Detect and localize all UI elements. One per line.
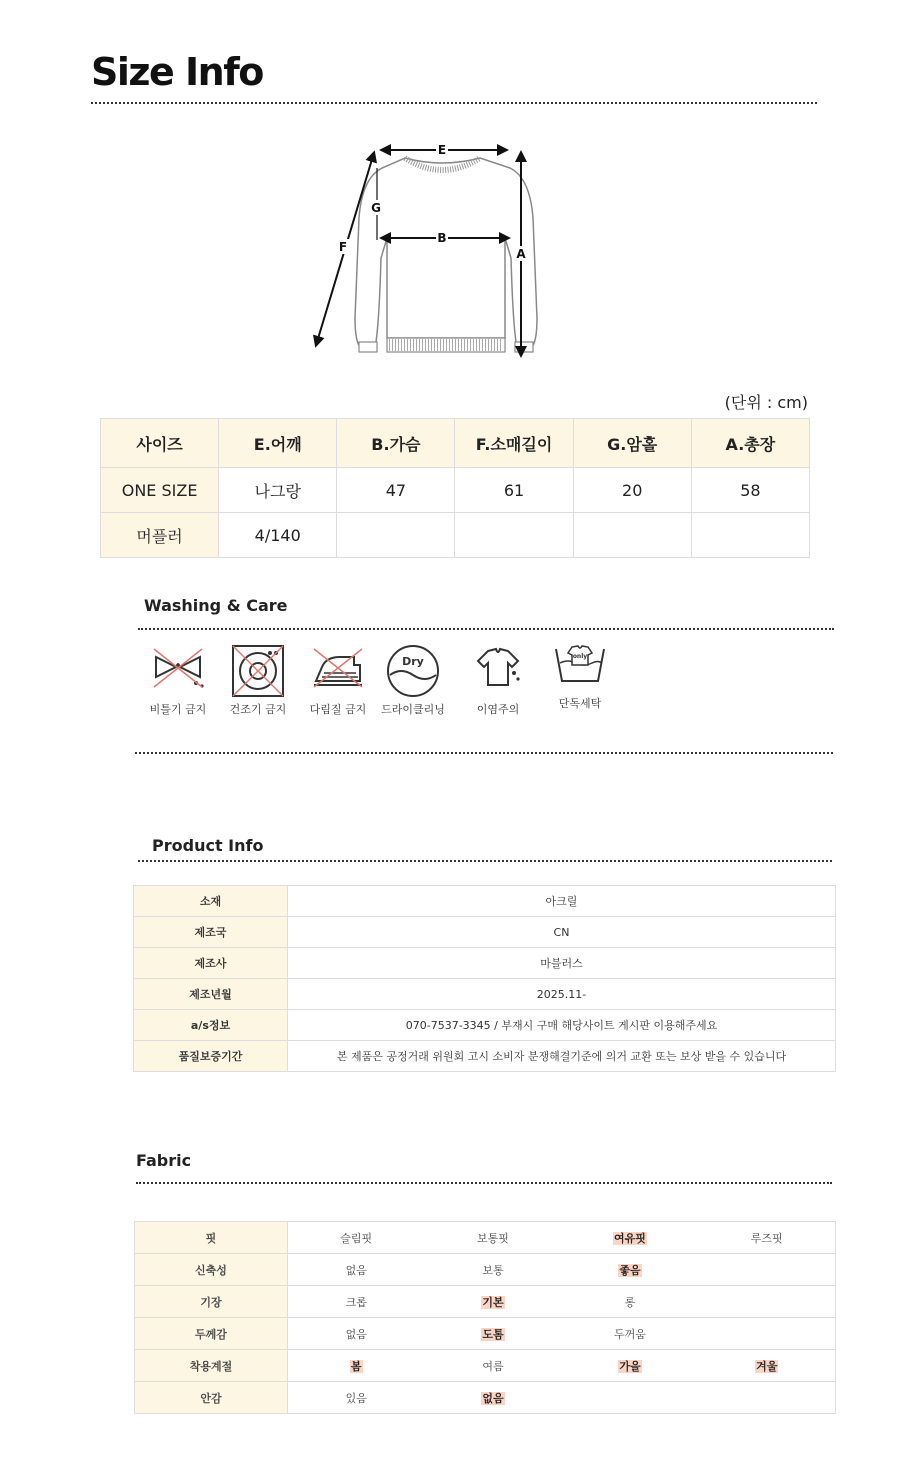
wash-separately-icon [552,643,608,687]
care-item [298,643,378,717]
table-row [135,1222,836,1254]
care-item [218,643,298,717]
fabric-value [562,1350,699,1382]
label-G: G [371,201,381,215]
no-tumble-dry-icon [230,643,286,699]
table-row [135,1382,836,1414]
header-cell: F.소매길이 [455,419,573,468]
fabric-title: Fabric [136,1151,192,1170]
fabric-key: 신축성 [135,1254,288,1286]
table-cell: ONE SIZE [101,468,219,513]
table-row [134,917,836,948]
divider [138,860,832,862]
fabric-value-text: 크롭 [345,1295,367,1309]
care-label: 단독세탁 [558,697,602,710]
fabric-value-text: 슬림핏 [340,1231,373,1245]
fabric-value [699,1222,836,1254]
table-row [101,468,810,513]
fabric-value-text: 두꺼움 [614,1327,646,1341]
fabric-value [425,1350,562,1382]
fabric-value [288,1254,425,1286]
table-row [135,1254,836,1286]
table-row [135,1318,836,1350]
sweater-diagram [305,138,545,360]
fabric-value [425,1222,562,1254]
fabric-value [699,1382,836,1414]
table-cell: 머플러 [101,513,219,558]
no-wring-icon [150,643,206,693]
fabric-value [425,1318,562,1350]
info-key: 제조년월 [134,979,288,1010]
fabric-value-text: 보통 [482,1263,504,1277]
no-iron-icon [310,643,366,693]
fabric-value [562,1382,699,1414]
fabric-value-text: 가을 [619,1359,641,1373]
fabric-value [425,1254,562,1286]
fabric-value-text: 보통핏 [477,1231,509,1245]
table-row [134,1041,836,1072]
info-value: 본 제품은 공정거래 위원회 고시 소비자 분쟁해결기준에 의거 교환 또는 보상 받을 수 있습니다 [288,1041,836,1072]
table-cell: 나그랑 [219,468,337,513]
divider [135,752,833,754]
divider [136,1182,832,1184]
care-item [138,643,218,717]
fabric-value [699,1350,836,1382]
label-F: F [338,240,348,254]
label-E: E [437,143,447,157]
table-cell [691,513,809,558]
header-cell: E.어깨 [219,419,337,468]
table-row [134,886,836,917]
size-table-header [101,419,810,468]
fabric-value [425,1382,562,1414]
fabric-value [699,1318,836,1350]
fabric-value-text: 있음 [345,1391,367,1405]
fabric-value [699,1254,836,1286]
care-item [540,643,620,711]
table-row [135,1350,836,1382]
page-title: Size Info [91,50,263,94]
fabric-key: 기장 [135,1286,288,1318]
only-text: only [572,653,588,660]
care-icons [138,643,838,733]
fabric-value-text: 없음 [482,1391,504,1405]
unit-label: (단위 : cm) [724,393,808,412]
table-cell: 58 [691,468,809,513]
fabric-key: 핏 [135,1222,288,1254]
fabric-value [288,1222,425,1254]
care-item [458,643,538,717]
fabric-value [288,1350,425,1382]
fabric-value [699,1286,836,1318]
table-cell [455,513,573,558]
info-value: CN [288,917,836,948]
care-label: 비틀기 금지 [149,703,207,716]
product-info-table [133,885,836,1072]
dry-clean-icon [385,643,441,699]
care-label: 다림질 금지 [309,703,367,716]
care-label: 건조기 금지 [229,703,287,716]
care-label: 드라이클리닝 [381,703,445,716]
product-info-title: Product Info [152,836,264,855]
fabric-value [562,1222,699,1254]
divider [91,102,817,104]
dry-text: Dry [402,655,424,668]
fabric-value [562,1254,699,1286]
info-key: 제조국 [134,917,288,948]
info-key: 제조사 [134,948,288,979]
table-cell [337,513,455,558]
fabric-value [288,1318,425,1350]
fabric-key: 두께감 [135,1318,288,1350]
fabric-value [562,1286,699,1318]
fabric-table [134,1221,836,1414]
washing-care-title: Washing & Care [144,596,288,615]
fabric-value [288,1286,425,1318]
label-B: B [437,231,447,245]
color-bleed-icon [470,643,526,693]
fabric-value-text: 여유핏 [614,1231,646,1245]
divider [138,628,834,630]
fabric-value-text: 겨울 [756,1359,778,1373]
fabric-value-text: 도톰 [482,1327,504,1341]
table-row [134,1010,836,1041]
fabric-key: 안감 [135,1382,288,1414]
info-value: 2025.11- [288,979,836,1010]
table-cell: 61 [455,468,573,513]
fabric-value-text: 여름 [482,1359,504,1373]
table-cell: 20 [573,468,691,513]
fabric-value-text: 루즈핏 [750,1231,783,1245]
info-key: a/s정보 [134,1010,288,1041]
info-value: 아크릴 [288,886,836,917]
header-cell: G.암홀 [573,419,691,468]
header-cell: B.가슴 [337,419,455,468]
care-label: 이염주의 [476,703,520,716]
fabric-key: 착용계절 [135,1350,288,1382]
table-cell: 4/140 [219,513,337,558]
table-row [135,1286,836,1318]
fabric-value-text: 봄 [350,1359,362,1373]
fabric-value [562,1318,699,1350]
table-cell [573,513,691,558]
care-item [373,643,453,717]
fabric-value [288,1382,425,1414]
table-row [134,948,836,979]
fabric-value-text: 좋음 [619,1263,641,1277]
fabric-value-text: 없음 [345,1263,367,1277]
table-cell: 47 [337,468,455,513]
table-row [101,513,810,558]
info-value: 070-7537-3345 / 부재시 구매 해당사이트 게시판 이용해주세요 [288,1010,836,1041]
header-cell: 사이즈 [101,419,219,468]
info-key: 소재 [134,886,288,917]
fabric-value [425,1286,562,1318]
table-row [134,979,836,1010]
fabric-value-text: 롱 [624,1295,636,1309]
header-cell: A.총장 [691,419,809,468]
fabric-value-text: 기본 [482,1295,504,1309]
fabric-value-text: 없음 [345,1327,367,1341]
size-table [100,418,810,558]
info-key: 품질보증기간 [134,1041,288,1072]
label-A: A [516,247,526,261]
info-value: 마블러스 [288,948,836,979]
